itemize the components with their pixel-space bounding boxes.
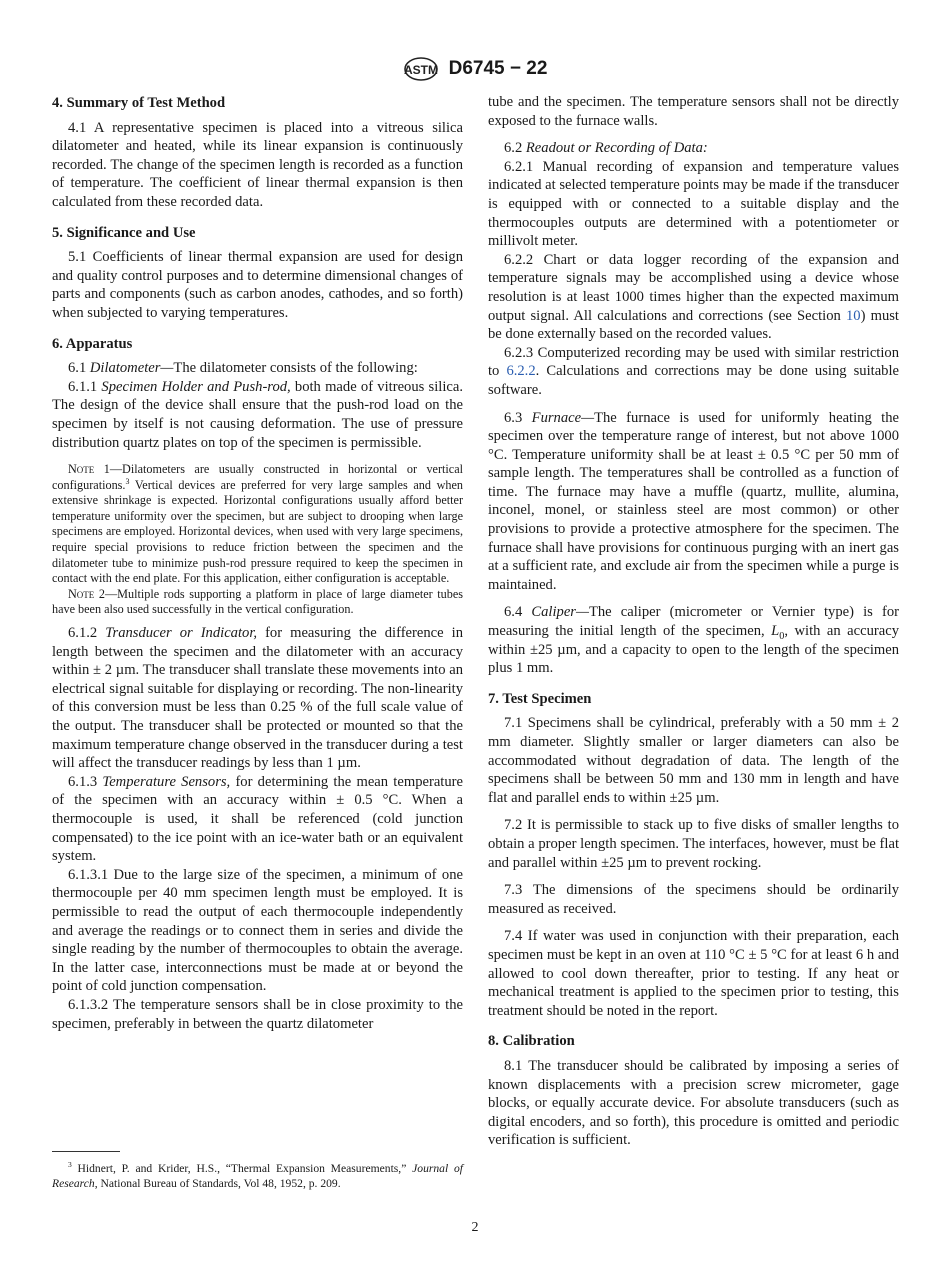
- footnote-divider: [52, 1151, 120, 1152]
- footnote-marker: 3: [125, 476, 130, 486]
- note-paragraph: [52, 462, 463, 587]
- text-run: Temperature Sensors,: [102, 773, 231, 790]
- cross-reference-link[interactable]: 10: [845, 307, 861, 324]
- paragraph: [488, 139, 899, 158]
- text-run: for measuring the difference in length between the specimen and the dilatometer with an accuracy within ± 2 µm. The transducer shall translate these movements into an electrical signal suitable for displaying or recording. The non-linearity of this conversion must be less than 0.25 % of the full scale value of the output. The transducer shall be protected or mounted so that the maximum temperature change observed in the transducer during a test will affect the transducer readings by less than 1 µm.: [52, 625, 463, 772]
- astm-logo-icon: [403, 56, 439, 82]
- text-run: Caliper—: [531, 604, 589, 621]
- text-run: Journal of Research: [52, 1162, 463, 1190]
- text-run: , with an accuracy within ±25 µm, and a capacity to open to the length of the specimen plus 1 mm.: [488, 623, 899, 677]
- text-run: 7. Test Specimen: [488, 690, 592, 707]
- svg-text:ASTM: ASTM: [403, 63, 438, 77]
- footnote: [52, 1161, 463, 1191]
- left-column: [52, 92, 463, 1033]
- text-run: Hidnert, P. and Krider, H.S., “Thermal Expansion Measurements,”: [71, 1162, 413, 1175]
- paragraph: [52, 119, 463, 212]
- text-run: ) must be done externally based on the recorded values.: [488, 307, 899, 343]
- text-run: 7.4 If water was used in conjunction with their preparation, each specimen must be kept in an oven at 110 °C ± 5 °C for at least 6 h and allowed to cool down thereafter, prior to testing. If any heat or mechanical treatment is applied to the specimen prior to testing, this treatment should be noted in the report.: [488, 928, 899, 1019]
- text-run: 6.2: [504, 140, 526, 157]
- text-run: —Dilatometers are usually constructed in horizontal or vertical configurations.: [52, 462, 463, 492]
- cross-reference-link[interactable]: 6.2.2: [506, 363, 536, 380]
- text-run: Readout or Recording of Data:: [525, 140, 708, 157]
- paragraph: [488, 714, 899, 807]
- text-run: 7.3 The dimensions of the specimens should be ordinarily measured as received.: [488, 882, 899, 917]
- text-run: 6.3: [504, 409, 532, 426]
- text-run: Note 2: [68, 586, 105, 601]
- text-run: 6.1.3: [68, 773, 103, 790]
- paragraph: [488, 251, 899, 344]
- paragraph: [488, 93, 899, 130]
- text-run: for determining the mean temperature of the specimen with an accuracy within ± 0.5 °C. When a thermocouple is used, it shall be referenced (cold junction compensated) to the ice point with an ice-water bath or an equivalent system.: [52, 773, 463, 865]
- paragraph: [52, 866, 463, 996]
- text-run: 6.1.1: [68, 378, 102, 395]
- text-run: 6.1.3.1 Due to the large size of the specimen, a minimum of one thermocouple per 40 mm specimen length must be employed. It is permissible to read the output of each thermocouple independently and average the readings or to connect them in series and divide the single reading by the number of thermocouples to obtain the average. In the latter case, interconnections must be made at or beyond the point of cold junction compensation.: [52, 866, 463, 995]
- right-column: [488, 93, 899, 1150]
- section-heading: [52, 224, 463, 243]
- text-run: Dilatometer—: [89, 360, 174, 377]
- text-run: , National Bureau of Standards, Vol 48, 1952, p. 209.: [94, 1177, 341, 1190]
- text-run: 5. Significance and Use: [52, 224, 196, 241]
- text-run: 7.2 It is permissible to stack up to five disks of smaller lengths to obtain a proper length specimen. The interfaces, however, must be flat and parallel within ±25 µm to prevent rocking.: [488, 817, 899, 871]
- text-run: 0: [779, 630, 785, 642]
- paragraph: [52, 996, 463, 1033]
- paragraph: [488, 1057, 899, 1150]
- paragraph: [488, 158, 899, 251]
- paragraph: [52, 378, 463, 452]
- paragraph: [488, 603, 899, 677]
- text-run: 8.1 The transducer should be calibrated by imposing a series of known displacements with a precision screw micrometer, gage blocks, or equally accurate device. For absolute transducers (such as digital encoders, and so forth), this procedure is omitted and periodic verification is sufficient.: [488, 1057, 899, 1149]
- text-run: 6.2.3 Computerized recording may be used with similar restriction to: [488, 344, 899, 380]
- document-id: D6745 − 22: [448, 58, 548, 79]
- text-run: 6.4: [504, 604, 532, 621]
- paragraph: [488, 409, 899, 595]
- section-heading: [488, 690, 899, 709]
- section-heading: [52, 335, 463, 354]
- paragraph: [52, 624, 463, 773]
- text-run: 4. Summary of Test Method: [52, 95, 226, 111]
- text-run: 6. Apparatus: [52, 335, 133, 352]
- paragraph: [488, 881, 899, 918]
- text-run: 7.1 Specimens shall be cylindrical, preferably with a 50 mm ± 2 mm diameter. Slightly smaller or larger diameters can also be accommodated without degradation of data. The length of the specimens shall be between 50 mm and 130 mm in length and have flat and parallel ends to within ±25 µm.: [488, 715, 899, 806]
- text-run: 4.1 A representative specimen is placed into a vitreous silica dilatometer and heated, while its linear expansion is continuously recorded. The change of the specimen length is recorded as a function of temperature. The coefficient of linear thermal expansion is then calculated from these recorded data.: [52, 119, 463, 210]
- text-run: Vertical devices are preferred for very large samples and when extensive shrinkage is expected. Horizontal configurations usually afford better temperature uniformity over the specimen, but are subject to drooping when large specimens are employed. Horizontal devices, when used with very large specimens, require special provisions to reduce friction between the specimen and the dilatometer tube to minimize push-rod pressure required to keep the specimen in contact with the end plate. For this application, either configuration is acceptable.: [52, 477, 463, 586]
- text-run: 6.1.2: [68, 625, 106, 642]
- paragraph: [488, 344, 899, 400]
- text-run: tube and the specimen. The temperature sensors shall not be directly exposed to the furnace walls.: [488, 94, 899, 129]
- paragraph: [52, 773, 463, 866]
- text-run: 6.2.1 Manual recording of expansion and temperature values indicated at selected temperature points may be made if the transducer is equipped with or connected to a suitable display and the thermocouples outputs are determined with a potentiometer or millivolt meter.: [488, 158, 899, 250]
- text-run: Transducer or Indicator,: [105, 625, 258, 642]
- text-run: Furnace—: [531, 409, 595, 426]
- section-heading: [488, 1032, 899, 1051]
- text-run: 6.1: [68, 360, 90, 377]
- page-number: 2: [471, 1220, 479, 1235]
- section-heading: [52, 94, 463, 113]
- text-run: The dilatometer consists of the following:: [173, 360, 418, 377]
- text-run: 5.1 Coefficients of linear thermal expansion are used for design and quality control purposes and to determine dimensional changes of parts and components (such as carbon anodes, cathodes, and so forth) when subjected to varying temperatures.: [52, 249, 463, 321]
- text-run: —Multiple rods supporting a platform in place of large diameter tubes have been also used successfully in the vertical configuration.: [52, 586, 463, 617]
- text-run: The caliper (micrometer or Vernier type) is for measuring the initial length of the specimen,: [488, 604, 900, 640]
- note-paragraph: [52, 587, 463, 618]
- footnote-marker: 3: [68, 1160, 72, 1170]
- text-run: 8. Calibration: [488, 1033, 575, 1050]
- paragraph: [488, 927, 899, 1020]
- paragraph: [52, 248, 463, 322]
- text-run: L: [771, 623, 780, 640]
- text-run: Specimen Holder and Push-rod,: [101, 378, 291, 395]
- paragraph: [488, 816, 899, 872]
- text-run: both made of vitreous silica. The design of the device shall ensure that the push-rod load on the specimen by itself is not causing deformation. The use of pressure distribution quartz plates on top of the specimen is permissible.: [52, 378, 463, 451]
- paragraph: [52, 359, 463, 378]
- text-run: 6.1.3.2 The temperature sensors shall be in close proximity to the specimen, preferably in between the quartz dilatometer: [52, 996, 463, 1032]
- text-run: Note 1: [68, 462, 110, 477]
- text-run: 6.2.2 Chart or data logger recording of the expansion and temperature signals may be accomplished using a device whose resolution is at least 1000 times higher than the expected maximum output signal. All calculations and corrections (see Section: [488, 251, 899, 324]
- page-header: [0, 56, 950, 82]
- text-run: The furnace is used for uniformly heating the specimen over the temperature range of interest, but not above 1000 °C. Temperature uniformity shall be at least ± 0.5 °C per 50 mm of sample length. The temperatures shall be controlled as a function of time. The furnace may have a muffle (quartz, mullite, alumina, inconel, monel, or stainless steel are most common) or other provisions to provide a protective atmosphere for the specimen. The furnace shall have provisions for continuous purging with an inert gas at a sufficient rate, and exclude air from the specimen while a purge is maintained.: [488, 409, 899, 593]
- text-run: . Calculations and corrections may be done using suitable software.: [488, 363, 900, 398]
